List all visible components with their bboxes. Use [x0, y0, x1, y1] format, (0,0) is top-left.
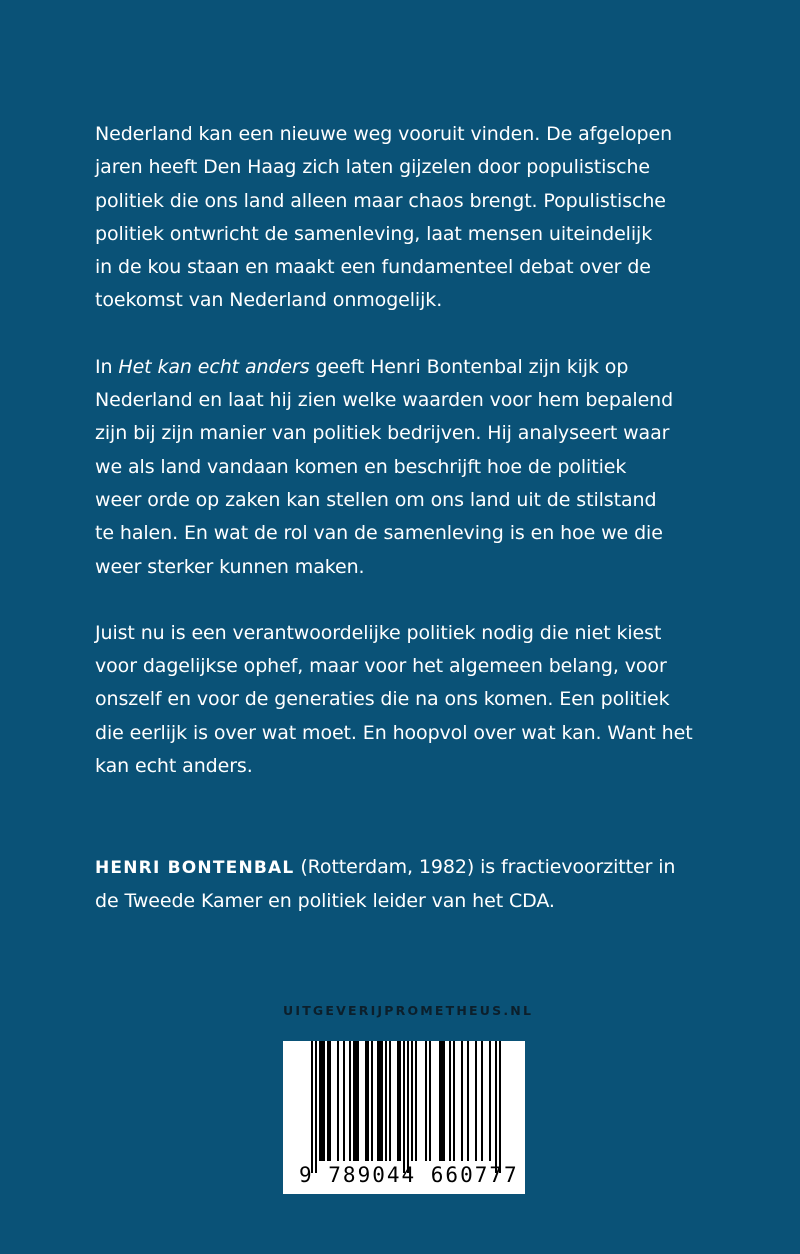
barcode-guard-bar: [403, 1041, 405, 1173]
barcode-bar: [475, 1041, 477, 1161]
barcode-bar: [365, 1041, 367, 1161]
barcode-bar: [377, 1041, 379, 1161]
barcode-bar: [441, 1041, 443, 1161]
barcode-bar: [353, 1041, 355, 1161]
text-line: politiek ontwricht de samenleving, laat mensen uiteindelijk: [95, 222, 653, 245]
text-line: we als land vandaan komen en beschrijft hoe de politiek: [95, 455, 627, 478]
barcode-bar: [385, 1041, 387, 1161]
barcode-bar: [381, 1041, 383, 1161]
barcode-bar: [355, 1041, 357, 1161]
isbn-barcode: [283, 1041, 525, 1194]
barcode-bar: [481, 1041, 483, 1161]
text-line: Nederland en laat hij zien welke waarden voor hem bepalend: [95, 389, 674, 412]
text-line: [95, 351, 735, 384]
barcode-bar: [343, 1041, 345, 1161]
barcode-bar: [439, 1041, 441, 1161]
barcode-bar: [489, 1041, 491, 1161]
text-line: onszelf en voor de generaties die na ons komen. Een politiek: [95, 688, 670, 711]
barcode-bar: [461, 1041, 463, 1161]
barcode-bar: [425, 1041, 427, 1161]
text-line: weer sterker kunnen maken.: [95, 555, 365, 578]
barcode-bar: [319, 1041, 321, 1161]
barcode-bar: [367, 1041, 369, 1161]
barcode-bar: [357, 1041, 359, 1161]
barcode-bar: [379, 1041, 381, 1161]
barcode-guard-bar: [499, 1041, 501, 1173]
barcode-bar: [453, 1041, 455, 1161]
barcode-bar: [397, 1041, 399, 1161]
barcode-bar: [327, 1041, 329, 1161]
text-line: kan echt anders.: [95, 755, 253, 778]
text-line: voor dagelijkse ophef, maar voor het algemeen belang, voor: [95, 655, 667, 678]
text-line: Nederland kan een nieuwe weg vooruit vinden. De afgelopen: [95, 123, 673, 145]
author-bio: [95, 851, 735, 919]
publisher-website: UITGEVERIJPROMETHEUS.NL: [283, 1003, 534, 1018]
text-fragment: (Rotterdam, 1982) is fractievoorzitter in: [294, 856, 676, 878]
barcode-bar: [389, 1041, 391, 1161]
back-cover-blurb: [95, 118, 735, 816]
text-line: de Tweede Kamer en politiek leider van het CDA.: [95, 890, 555, 913]
text-line: zijn bij zijn manier van politiek bedrijven. Hij analyseert waar: [95, 422, 670, 445]
text-fragment: In: [95, 355, 119, 378]
barcode-bar: [443, 1041, 445, 1161]
author-name: HENRI BONTENBAL: [95, 858, 295, 878]
book-title: Het kan echt anders: [118, 355, 310, 378]
blurb-paragraph-2: [95, 351, 735, 584]
text-line: politiek die ons land alleen maar chaos brengt. Populistische: [95, 189, 666, 212]
barcode-bar: [449, 1041, 451, 1161]
barcode-bar: [411, 1041, 413, 1161]
barcode-guard-bar: [495, 1041, 497, 1173]
barcode-bar: [467, 1041, 469, 1161]
text-line: in de kou staan en maakt een fundamenteel debat over de: [95, 256, 651, 279]
text-line: die eerlijk is over wat moet. En hoopvol over wat kan. Want het: [95, 721, 693, 744]
barcode-bar: [321, 1041, 323, 1161]
text-line: [95, 851, 735, 885]
text-line: weer orde op zaken kan stellen om ons land uit de stilstand: [95, 488, 657, 511]
barcode-bar: [429, 1041, 431, 1161]
barcode-bar: [337, 1041, 339, 1161]
text-line: te halen. En wat de rol van de samenleving is en hoe we die: [95, 522, 663, 545]
text-line: toekomst van Nederland onmogelijk.: [95, 289, 443, 312]
barcode-guard-bar: [407, 1041, 409, 1173]
barcode-bar: [329, 1041, 331, 1161]
text-line: Juist nu is een verantwoordelijke politiek nodig die niet kiest: [95, 621, 662, 644]
barcode-bar: [371, 1041, 373, 1161]
text-line: jaren heeft Den Haag zich laten gijzelen door populistische: [95, 156, 650, 179]
barcode-bar: [349, 1041, 351, 1161]
blurb-paragraph-1: [95, 118, 735, 318]
barcode-bar: [415, 1041, 417, 1161]
blurb-paragraph-3: [95, 617, 735, 783]
barcode-bar: [399, 1041, 401, 1161]
barcode-guard-bar: [315, 1041, 317, 1173]
barcode-bar: [323, 1041, 325, 1161]
isbn-number: 9 789044 660777: [299, 1163, 519, 1187]
text-fragment: geeft Henri Bontenbal zijn kijk op: [309, 355, 629, 378]
barcode-guard-bar: [311, 1041, 313, 1173]
